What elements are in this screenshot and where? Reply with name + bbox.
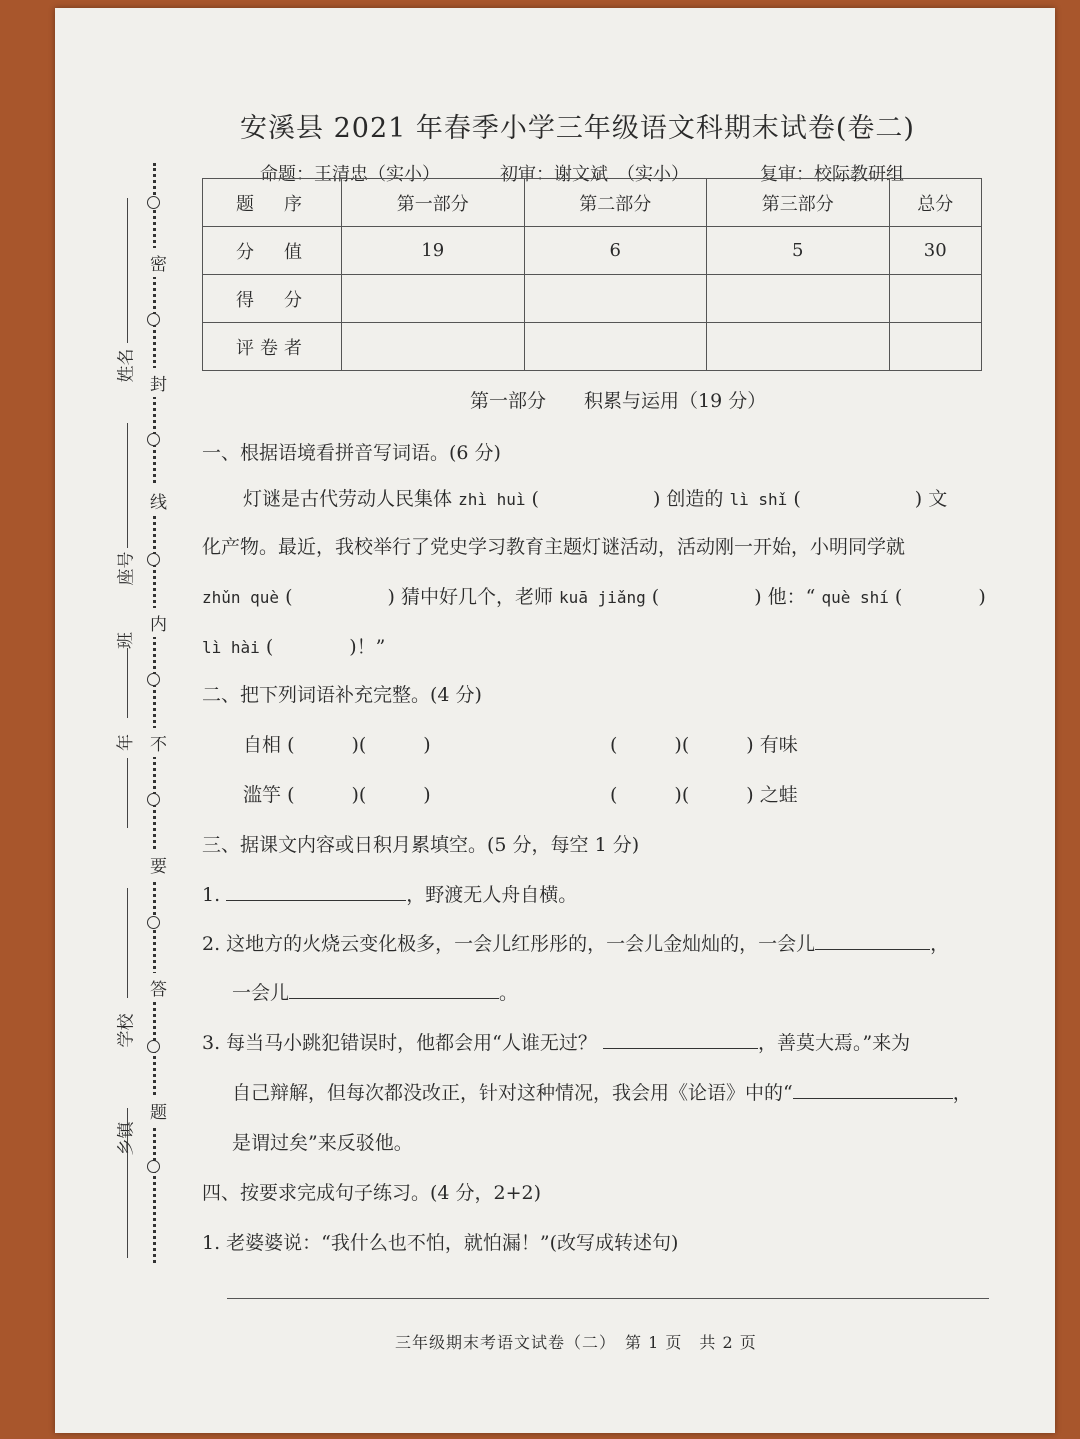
pinyin: lì shǐ [729,490,788,509]
grader-cell[interactable] [524,323,707,371]
binding-circle [147,196,160,209]
idiom-start: 自相 [243,734,282,756]
binding-circle [147,313,160,326]
fill-blank[interactable] [226,899,406,901]
question-2-title: 二、把下列词语补充完整。(4 分) [202,684,482,706]
fill-blank[interactable] [793,1097,953,1099]
item-number: 1. [202,884,221,906]
text: 猜中好几个，老师 [400,586,553,608]
text: ，野渡无人舟自横。 [406,884,578,906]
answer-box[interactable]: ( ) [793,488,923,510]
table-row-label: 得 分 [203,275,342,323]
seal-char: 题 [150,1096,167,1125]
section-title: 第一部分 积累与运用（19 分） [470,390,767,412]
table-header-cell: 第三部分 [707,179,890,227]
text: 3. 每当马小跳犯错误时，他都会用“人谁无过？ [202,1032,597,1054]
question-1-line-1 [243,484,947,511]
text: ！” [356,636,386,658]
seal-char: 不 [150,728,167,757]
table-row-label: 评卷者 [203,323,342,371]
grader-cell[interactable] [342,323,525,371]
answer-box[interactable]: ( )( ) [287,734,431,756]
fill-blank[interactable] [603,1047,758,1049]
idiom-start: 滥竽 [243,784,282,806]
school-label: 学校 [116,1013,137,1048]
text: 一会儿 [232,982,290,1004]
idiom-row [243,780,431,807]
question-1-line-3 [202,582,986,609]
answer-box[interactable]: ( ) [285,586,395,608]
setter-credit: 命题：王清忠（实小） [260,164,440,185]
binding-circle [147,916,160,929]
binding-circle [147,793,160,806]
grade-field-line[interactable] [127,758,128,828]
answer-box[interactable]: ( ) [894,586,986,608]
answer-line[interactable] [227,1298,989,1299]
seal-char: 答 [150,973,167,1002]
text: 自己辩解，但每次都没改正，针对这种情况，我会用《论语》中的“ [232,1082,793,1104]
answer-box[interactable]: ( ) [265,636,357,658]
table-header-cell: 题 序 [203,179,342,227]
seal-char: 封 [150,368,167,397]
name-label: 姓名 [116,348,137,383]
answer-box[interactable]: ( )( ) [287,784,431,806]
pinyin: zhǔn què [202,588,280,607]
score-cell[interactable] [707,275,890,323]
table-row [203,275,982,323]
fill-blank[interactable] [289,997,499,999]
answer-box[interactable]: ( )( ) [610,734,754,756]
text: 2. 这地方的火烧云变化极多，一会儿红彤彤的，一会儿金灿灿的，一会儿 [202,933,816,955]
question-4-item-1: 1. 老婆婆说：“我什么也不怕，就怕漏！”(改写成转述句) [202,1232,679,1254]
text: ，善莫大焉。”来为 [757,1032,911,1054]
answer-box[interactable]: ( ) [531,488,661,510]
score-cell[interactable] [342,275,525,323]
exam-title: 安溪县 2021 年春季小学三年级语文科期末试卷(卷二) [240,113,915,144]
table-row-label: 分 值 [203,227,342,275]
first-review-credit: 初审：谢文斌 （实小） [500,164,689,185]
town-label: 乡镇 [116,1121,137,1156]
question-1-title: 一、根据语境看拼音写词语。(6 分) [202,442,501,464]
second-review-credit: 复审：校际教研组 [760,164,904,185]
text: 创造的 [666,488,724,510]
text: 他：“ [767,586,816,608]
binding-circle [147,1160,160,1173]
class-label: 班 [116,632,136,649]
table-row [203,323,982,371]
idiom-row [243,730,431,757]
class-field-line[interactable] [127,648,128,718]
table-cell: 30 [889,227,982,275]
question-3-item-3-cont: 自己辩解，但每次都没改正，针对这种情况，我会用《论语》中的“ ， [232,1082,972,1104]
question-3-item-2-cont: 一会儿 。 [232,982,519,1004]
text: 文 [928,488,948,510]
score-cell[interactable] [889,275,982,323]
table-row [203,179,982,227]
seat-field-line[interactable] [127,423,128,548]
seal-char: 要 [150,850,167,879]
seat-label: 座号 [116,551,137,586]
name-field-line[interactable] [127,198,128,343]
table-header-cell: 第一部分 [342,179,525,227]
idiom-end: 有味 [759,734,798,756]
table-cell: 19 [342,227,525,275]
score-cell[interactable] [524,275,707,323]
school-field-line[interactable] [127,888,128,998]
question-3-title: 三、据课文内容或日积月累填空。(5 分，每空 1 分) [202,834,640,856]
fill-blank[interactable] [815,948,930,950]
question-3-item-2: 2. 这地方的火烧云变化极多，一会儿红彤彤的，一会儿金灿灿的，一会儿 ， [202,933,950,955]
idiom-row [610,730,798,757]
idiom-row [610,780,798,807]
table-header-cell: 总分 [889,179,982,227]
score-table [202,178,982,371]
table-row [203,227,982,275]
question-1-line-2: 化产物。最近，我校举行了党史学习教育主题灯谜活动，活动刚一开始，小明同学就 [202,536,906,558]
binding-circle [147,673,160,686]
idiom-end: 之蛙 [759,784,798,806]
page-footer: 三年级期末考语文试卷（二） 第 1 页 共 2 页 [395,1333,757,1352]
pinyin: lì hài [202,638,260,657]
pinyin: kuā jiǎng [559,588,646,607]
binding-circle [147,553,160,566]
grader-cell[interactable] [707,323,890,371]
answer-box[interactable]: ( )( ) [610,784,754,806]
binding-circle [147,433,160,446]
seal-char: 密 [150,248,167,277]
question-4-title: 四、按要求完成句子练习。(4 分，2+2) [202,1182,542,1204]
table-cell: 6 [524,227,707,275]
answer-box[interactable]: ( ) [651,586,762,608]
table-header-cell: 第二部分 [524,179,707,227]
question-3-item-3 [202,1028,910,1055]
grade-label: 年 [116,734,136,751]
text: 灯谜是古代劳动人民集体 [243,488,453,510]
table-cell: 5 [707,227,890,275]
pinyin: zhì huì [458,490,526,509]
binding-circle [147,1040,160,1053]
exam-paper [55,8,1055,1433]
question-1-line-4 [202,632,385,659]
question-3-item-1 [202,880,577,907]
seal-char: 内 [150,608,167,637]
seal-char: 线 [150,486,167,515]
pinyin: què shí [821,588,889,607]
question-3-item-3-end: 是谓过矣”来反驳他。 [232,1132,413,1154]
grader-cell[interactable] [889,323,982,371]
